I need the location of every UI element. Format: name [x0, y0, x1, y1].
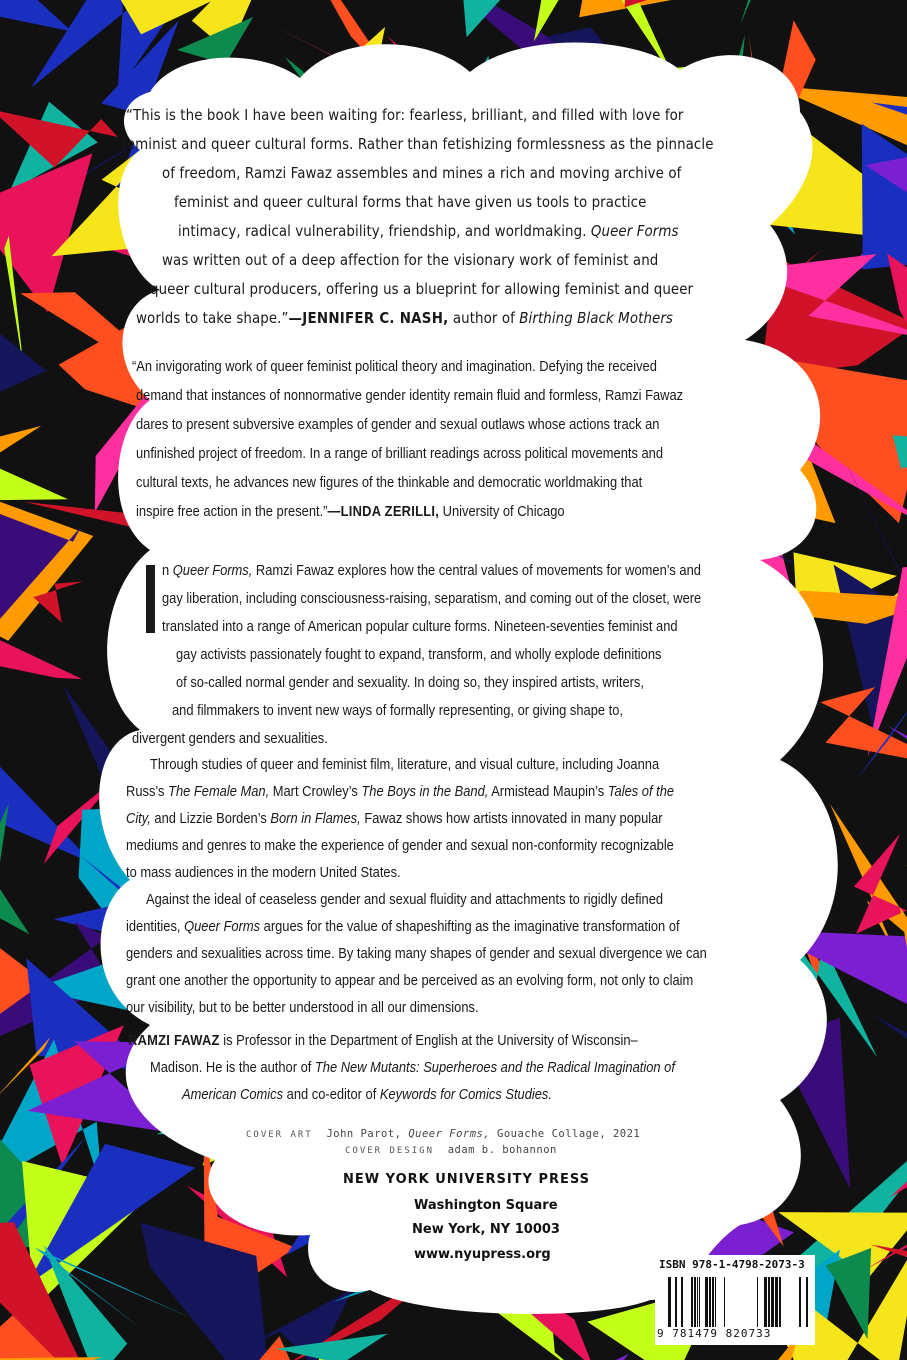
- barcode-icon: [665, 1277, 811, 1327]
- desc-line: identities, Queer Forms argues for the value of shapeshifting as the imaginative transformation of: [126, 918, 680, 935]
- blurb-line: cultural texts, he advances new figures of the thinkable and democratic worldmaking that: [136, 474, 643, 491]
- barcode-bar: [681, 1277, 683, 1327]
- desc-line: grant one another the opportunity to appear and be perceived as an evolving form, not only to claim: [126, 972, 694, 989]
- bio-line: Madison. He is the author of The New Mutants: Superheroes and the Radical Imagination of: [150, 1059, 675, 1076]
- bio-line: RAMZI FAWAZ is Professor in the Department of English at the University of Wisconsin–: [128, 1032, 638, 1049]
- barcode-bar: [779, 1277, 781, 1327]
- blurb-attribution: worlds to take shape.”—JENNIFER C. NASH, author of Birthing Black Mothers: [136, 309, 674, 327]
- desc-line: gay liberation, including consciousness-raising, separatism, and coming out of the closet, were: [162, 590, 702, 607]
- barcode-bar: [764, 1277, 767, 1327]
- barcode-bar: [768, 1277, 770, 1327]
- desc-line: n Queer Forms, Ramzi Fawaz explores how the central values of movements for women’s and: [162, 562, 701, 579]
- bio-line: American Comics and co-editor of Keywords for Comics Studies.: [182, 1086, 552, 1103]
- barcode-bar: [691, 1277, 693, 1327]
- blurb-attribution: inspire free action in the present.”—LINDA ZERILLI, University of Chicago: [136, 503, 565, 520]
- blurb-line: feminist and queer cultural forms that have given us tools to practice: [174, 193, 647, 211]
- desc-line: mediums and genres to make the experience of gender and sexual non-conformity recognizable: [126, 837, 674, 854]
- blurb-line: queer cultural producers, offering us a blueprint for allowing feminist and queer: [150, 280, 694, 298]
- blurb-line: dares to present subversive examples of gender and sexual outlaws whose actions track an: [136, 416, 660, 433]
- blurb-line: was written out of a deep affection for the visionary work of feminist and: [162, 251, 659, 269]
- barcode-bar: [724, 1277, 725, 1327]
- barcode-bar: [675, 1277, 677, 1327]
- barcode-digits: 9 781479 820733: [657, 1327, 772, 1340]
- cover-design-credit: COVER DESIGN adam b. bohannon: [345, 1144, 557, 1156]
- barcode-bar: [668, 1277, 671, 1327]
- barcode-bar: [697, 1277, 698, 1327]
- desc-line: Against the ideal of ceaseless gender and sexual fluidity and attachments to rigidly defined: [146, 891, 664, 908]
- desc-line: divergent genders and sexualities.: [132, 730, 328, 747]
- blurb-line: demand that instances of nonnormative gender identity remain fluid and formless, Ramzi Fawaz: [136, 387, 684, 404]
- desc-line: Through studies of queer and feminist film, literature, and visual culture, including Joanna: [150, 756, 660, 773]
- publisher-address-line: Washington Square: [414, 1198, 558, 1213]
- blurb-line: “An invigorating work of queer feminist political theory and imagination. Defying the received: [132, 358, 657, 375]
- barcode-bar: [715, 1277, 716, 1327]
- barcode-bar: [757, 1277, 758, 1327]
- barcode-panel: [655, 1255, 815, 1345]
- desc-line: our visibility, but to be better understood in all our dimensions.: [126, 999, 479, 1016]
- desc-line: gay activists passionately fought to expand, transform, and wholly explode definitions: [176, 646, 662, 663]
- barcode-bar: [699, 1277, 700, 1327]
- barcode-bar: [799, 1277, 801, 1327]
- publisher-website: www.nyupress.org: [414, 1247, 551, 1262]
- publisher-name: NEW YORK UNIVERSITY PRESS: [343, 1172, 591, 1187]
- desc-line: and filmmakers to invent new ways of formally representing, or giving shape to,: [172, 702, 624, 719]
- blurb-line: feminist and queer cultural forms. Rather than fetishizing formlessness as the pinnacle: [122, 135, 714, 153]
- barcode-bar: [694, 1277, 696, 1327]
- blurb-line: “This is the book I have been waiting for: fearless, brilliant, and filled with love for: [126, 106, 684, 124]
- barcode-bar: [806, 1277, 808, 1327]
- cover-art-credit: COVER ART John Parot, Queer Forms, Gouache Collage, 2021: [246, 1128, 641, 1140]
- blurb-line: of freedom, Ramzi Fawaz assembles and mines a rich and moving archive of: [162, 164, 682, 182]
- desc-line: Russ’s The Female Man, Mart Crowley’s The Boys in the Band, Armistead Maupin’s Tales of the: [126, 783, 675, 800]
- desc-line: City, and Lizzie Borden’s Born in Flames, Fawaz shows how artists innovated in many popular: [126, 810, 663, 827]
- publisher-address-line: New York, NY 10003: [412, 1222, 560, 1237]
- desc-line: to mass audiences in the modern United States.: [126, 864, 401, 881]
- desc-line: of so-called normal gender and sexuality. In doing so, they inspired artists, writers,: [176, 674, 644, 691]
- blurb-line: unfinished project of freedom. In a range of brilliant readings across political movements and: [136, 445, 664, 462]
- blurb-line: intimacy, radical vulnerability, friendship, and worldmaking. Queer Forms: [178, 222, 679, 240]
- barcode-bar: [709, 1277, 711, 1327]
- barcode-bar: [705, 1277, 708, 1327]
- drop-cap-i: [146, 565, 155, 633]
- barcode-bar: [712, 1277, 714, 1327]
- barcode-bar: [775, 1277, 778, 1327]
- desc-line: translated into a range of American popular culture forms. Nineteen-seventies feminist and: [162, 618, 678, 635]
- isbn-label: ISBN 978-1-4798-2073-3: [659, 1258, 805, 1271]
- barcode-bar: [771, 1277, 774, 1327]
- desc-line: genders and sexualities across time. By taking many shapes of gender and sexual divergence we can: [126, 945, 707, 962]
